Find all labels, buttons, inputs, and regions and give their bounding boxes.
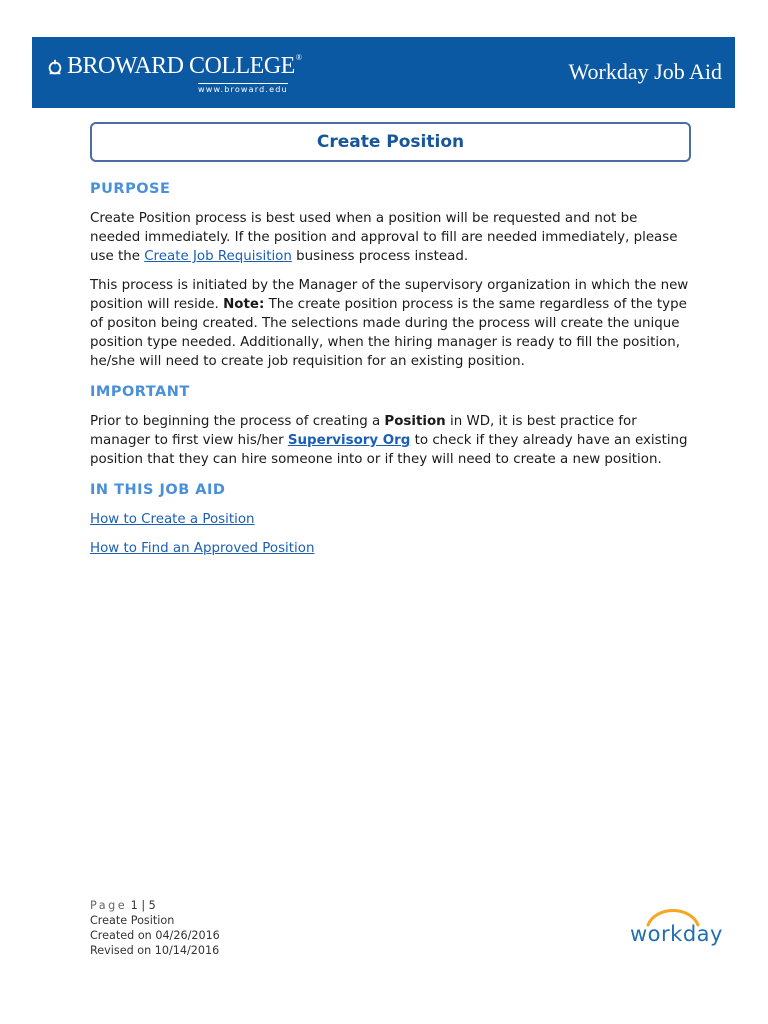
important-text-a: Prior to beginning the process of creating a bbox=[90, 414, 385, 429]
important-text-b: in WD, it is best practice for manager to first view his/her bbox=[90, 414, 637, 448]
purpose-text-1a: Create Position process is best used when a position will be requested and not be needed immediately. If the position and approval to fill are needed immediately, please use the bbox=[90, 211, 678, 264]
how-to-find-approved-position-link[interactable]: How to Find an Approved Position bbox=[90, 541, 315, 556]
broward-college-logo bbox=[46, 53, 302, 97]
important-text-c: to check if they already have an existing position that they can hire someone into or if they will need to create a new position. bbox=[90, 433, 688, 467]
title-box bbox=[90, 122, 691, 162]
broward-lamp-icon bbox=[46, 58, 64, 76]
footer-created-date: Created on 04/26/2016 bbox=[90, 929, 220, 942]
header-banner bbox=[32, 37, 735, 108]
purpose-text-2b: The create position process is the same regardless of the type of positon being created. The selections made during the process will create the unique position type needed. Additionally, when the hiring manager is ready to fill the position, he/she will need to create job requisition for an existing position. bbox=[90, 297, 687, 369]
position-bold: Position bbox=[384, 414, 446, 429]
purpose-text-1b: business process instead. bbox=[291, 249, 469, 264]
purpose-paragraph-2 bbox=[90, 276, 690, 371]
how-to-create-position-link[interactable]: How to Create a Position bbox=[90, 512, 255, 527]
main-content bbox=[90, 178, 690, 568]
purpose-text-2a: This process is initiated by the Manager of the supervisory organization in which the new position will reside. bbox=[90, 278, 689, 312]
brand-url: www.broward.edu bbox=[198, 85, 288, 94]
page-number: 1 | 5 bbox=[130, 899, 156, 912]
job-aid-heading: IN THIS JOB AID bbox=[90, 482, 226, 498]
footer bbox=[90, 898, 220, 958]
page-indicator bbox=[90, 898, 220, 913]
important-paragraph bbox=[90, 412, 690, 469]
footer-doc-name: Create Position bbox=[90, 914, 175, 927]
important-heading: IMPORTANT bbox=[90, 384, 190, 400]
create-job-requisition-link[interactable]: Create Job Requisition bbox=[144, 249, 292, 264]
page-label: Page bbox=[90, 899, 128, 912]
page-title: Create Position bbox=[316, 132, 465, 152]
brand-trademark: ® bbox=[295, 53, 302, 62]
supervisory-org-link[interactable]: Supervisory Org bbox=[287, 433, 411, 448]
purpose-heading: PURPOSE bbox=[90, 181, 171, 197]
workday-logo bbox=[628, 903, 728, 949]
doc-type-label: Workday Job Aid bbox=[568, 59, 722, 84]
note-label: Note: bbox=[223, 297, 265, 312]
workday-logo-text: workday bbox=[630, 922, 723, 946]
purpose-paragraph-1 bbox=[90, 209, 690, 266]
footer-revised-date: Revised on 10/14/2016 bbox=[90, 944, 220, 957]
brand-name: BROWARD COLLEGE bbox=[67, 53, 295, 79]
